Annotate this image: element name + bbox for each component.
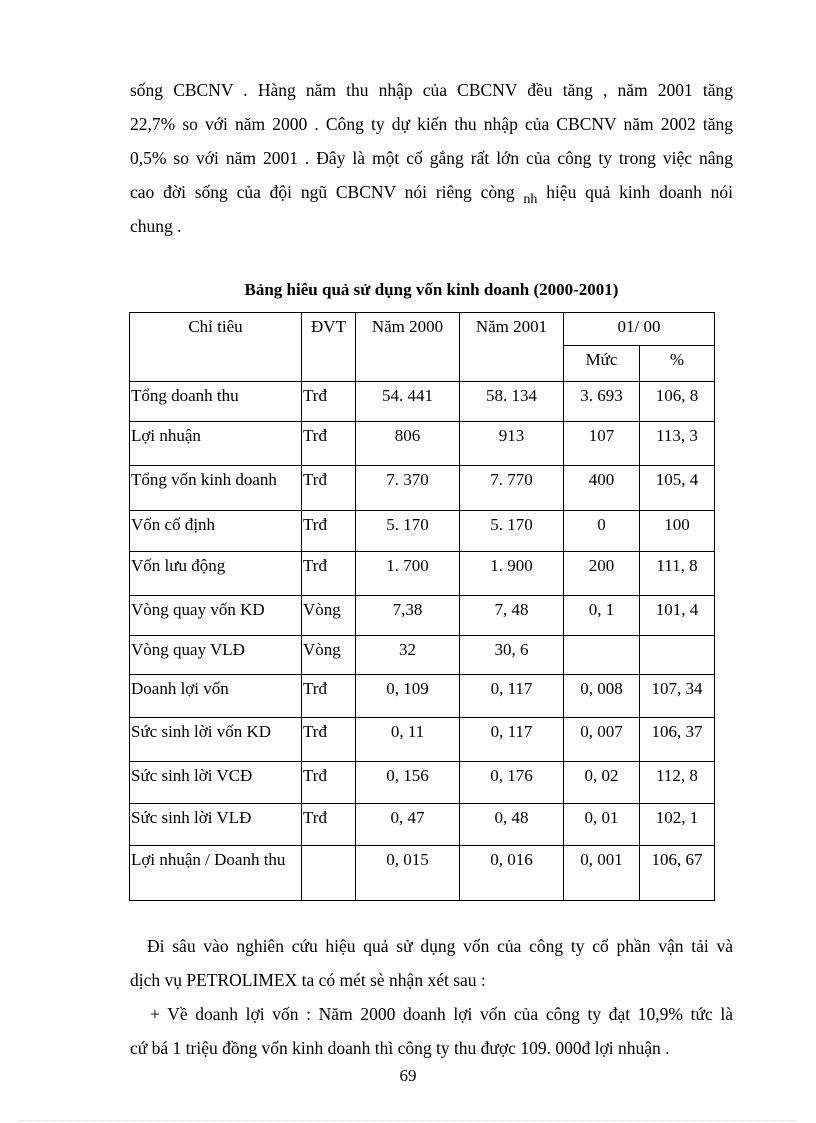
cell-indicator: Lợi nhuận / Doanh thu xyxy=(130,846,302,901)
cell-percent: 102, 1 xyxy=(640,804,715,846)
intro-line-4-end: hiệu quả kinh doanh nói xyxy=(546,182,734,202)
cell-unit: Vòng xyxy=(302,636,356,675)
cell-percent: 106, 67 xyxy=(640,846,715,901)
cell-indicator: Vòng quay vốn KD xyxy=(130,596,302,636)
cell-value-2001: 0, 117 xyxy=(460,675,564,718)
table-row xyxy=(130,636,715,675)
cell-value-2001: 0, 48 xyxy=(460,804,564,846)
cell-unit: Vòng xyxy=(302,596,356,636)
page-border xyxy=(20,1120,796,1121)
cell-unit: Trđ xyxy=(302,718,356,762)
cell-level xyxy=(564,636,640,675)
cell-percent: 112, 8 xyxy=(640,762,715,804)
header-indicator: Chỉ tiêu xyxy=(130,313,302,382)
table-row xyxy=(130,382,715,422)
cell-value-2000: 0, 11 xyxy=(356,718,460,762)
cell-percent: 100 xyxy=(640,511,715,552)
intro-line-3: 0,5% so với năm 2001 . Đây là một cố gắng rất lớn của công ty trong việc nâng xyxy=(130,148,733,168)
cell-percent: 105, 4 xyxy=(640,466,715,511)
cell-value-2000: 806 xyxy=(356,422,460,466)
cell-percent: 106, 8 xyxy=(640,382,715,422)
header-unit: ĐVT xyxy=(302,313,356,382)
intro-line-4-start: cao đời sống của đội ngũ CBCNV nói riêng còng xyxy=(130,182,515,202)
cell-level: 107 xyxy=(564,422,640,466)
intro-line-1: sống CBCNV . Hàng năm thu nhập của CBCNV đều tăng , năm 2001 tăng xyxy=(130,80,733,100)
cell-indicator: Tổng vốn kinh doanh xyxy=(130,466,302,511)
cell-percent: 101, 4 xyxy=(640,596,715,636)
cell-unit: Trđ xyxy=(302,382,356,422)
cell-unit xyxy=(302,846,356,901)
cell-value-2001: 5. 170 xyxy=(460,511,564,552)
table-row xyxy=(130,762,715,804)
cell-value-2000: 0, 156 xyxy=(356,762,460,804)
cell-level: 0, 007 xyxy=(564,718,640,762)
cell-value-2001: 0, 117 xyxy=(460,718,564,762)
table-row xyxy=(130,846,715,901)
cell-value-2001: 30, 6 xyxy=(460,636,564,675)
page-number: 69 xyxy=(399,1066,417,1085)
cell-indicator: Tổng doanh thu xyxy=(130,382,302,422)
table-row xyxy=(130,466,715,511)
cell-value-2000: 7. 370 xyxy=(356,466,460,511)
cell-value-2000: 0, 015 xyxy=(356,846,460,901)
cell-value-2001: 7. 770 xyxy=(460,466,564,511)
cell-value-2000: 0, 109 xyxy=(356,675,460,718)
table-row xyxy=(130,675,715,718)
cell-level: 400 xyxy=(564,466,640,511)
cell-percent: 111, 8 xyxy=(640,552,715,596)
analysis-paragraph xyxy=(130,929,733,1065)
cell-value-2000: 7,38 xyxy=(356,596,460,636)
cell-value-2000: 54. 441 xyxy=(356,382,460,422)
cell-percent xyxy=(640,636,715,675)
analysis-line-1: Đi sâu vào nghiên cứu hiệu quả sử dụng vốn của công ty cổ phần vận tải và xyxy=(147,936,733,956)
cell-level: 0, 008 xyxy=(564,675,640,718)
table-header-row xyxy=(130,313,715,346)
table-row xyxy=(130,804,715,846)
cell-unit: Trđ xyxy=(302,511,356,552)
header-compare: 01/ 00 xyxy=(564,313,715,346)
cell-unit: Trđ xyxy=(302,422,356,466)
cell-percent: 106, 37 xyxy=(640,718,715,762)
header-year-2000: Năm 2000 xyxy=(356,313,460,382)
cell-value-2001: 7, 48 xyxy=(460,596,564,636)
cell-level: 0, 1 xyxy=(564,596,640,636)
cell-value-2000: 1. 700 xyxy=(356,552,460,596)
cell-indicator: Sức sinh lời VCĐ xyxy=(130,762,302,804)
cell-unit: Trđ xyxy=(302,552,356,596)
analysis-line-2: dịch vụ PETROLIMEX ta có mét sè nhận xét sau : xyxy=(130,970,486,990)
table-row xyxy=(130,511,715,552)
cell-value-2001: 1. 900 xyxy=(460,552,564,596)
cell-value-2000: 5. 170 xyxy=(356,511,460,552)
table-body xyxy=(130,382,715,901)
table-row xyxy=(130,718,715,762)
capital-efficiency-table xyxy=(129,312,715,901)
intro-line-4-subscript: nh xyxy=(523,192,538,207)
cell-level: 3. 693 xyxy=(564,382,640,422)
cell-unit: Trđ xyxy=(302,762,356,804)
cell-value-2001: 0, 176 xyxy=(460,762,564,804)
cell-value-2001: 0, 016 xyxy=(460,846,564,901)
cell-level: 0 xyxy=(564,511,640,552)
analysis-line-3: + Về doanh lợi vốn : Năm 2000 doanh lợi vốn của công ty đạt 10,9% tức là xyxy=(150,1004,733,1024)
cell-level: 0, 001 xyxy=(564,846,640,901)
cell-indicator: Vòng quay VLĐ xyxy=(130,636,302,675)
table-row xyxy=(130,422,715,466)
cell-level: 0, 01 xyxy=(564,804,640,846)
cell-indicator: Vốn cố định xyxy=(130,511,302,552)
cell-level: 200 xyxy=(564,552,640,596)
cell-level: 0, 02 xyxy=(564,762,640,804)
cell-value-2000: 0, 47 xyxy=(356,804,460,846)
intro-line-4 xyxy=(130,175,733,209)
cell-value-2001: 913 xyxy=(460,422,564,466)
cell-unit: Trđ xyxy=(302,466,356,511)
cell-unit: Trđ xyxy=(302,675,356,718)
analysis-line-4: cứ bá 1 triệu đồng vốn kinh doanh thì công ty thu được 109. 000đ lợi nhuận . xyxy=(130,1038,670,1058)
cell-unit: Trđ xyxy=(302,804,356,846)
cell-percent: 107, 34 xyxy=(640,675,715,718)
cell-value-2001: 58. 134 xyxy=(460,382,564,422)
cell-percent: 113, 3 xyxy=(640,422,715,466)
intro-paragraph xyxy=(130,73,733,243)
table-row xyxy=(130,596,715,636)
cell-indicator: Vốn lưu động xyxy=(130,552,302,596)
header-level: Mức xyxy=(564,346,640,382)
cell-indicator: Lợi nhuận xyxy=(130,422,302,466)
header-year-2001: Năm 2001 xyxy=(460,313,564,382)
cell-indicator: Doanh lợi vốn xyxy=(130,675,302,718)
header-percent: % xyxy=(640,346,715,382)
intro-line-5: chung . xyxy=(130,216,182,236)
cell-indicator: Sức sinh lời vốn KD xyxy=(130,718,302,762)
intro-line-2: 22,7% so với năm 2000 . Công ty dự kiến thu nhập của CBCNV năm 2002 tăng xyxy=(130,114,733,134)
table-title: Bảng hiêu quả sử dụng vốn kinh doanh (2000-2001) xyxy=(244,280,619,299)
cell-value-2000: 32 xyxy=(356,636,460,675)
table-row xyxy=(130,552,715,596)
cell-indicator: Sức sinh lời VLĐ xyxy=(130,804,302,846)
